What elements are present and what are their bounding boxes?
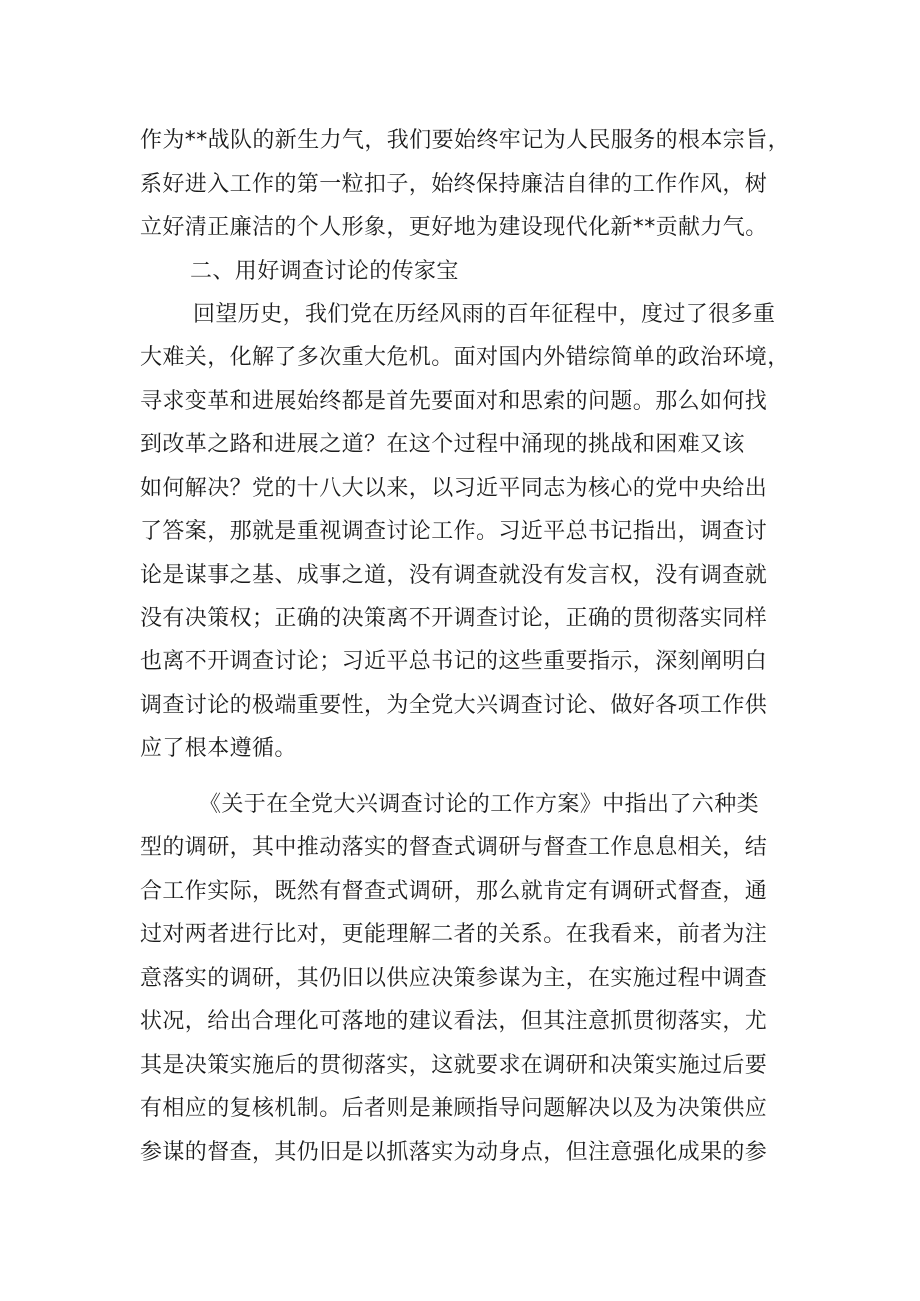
text-line: 型的调研，其中推动落实的督查式调研与督查工作息息相关，结 — [140, 835, 768, 860]
text-line: 了答案，那就是重视调查讨论工作。习近平总书记指出，调查讨 — [140, 519, 768, 544]
text-line: 回望历史，我们党在历经风雨的百年征程中，度过了很多重 — [193, 302, 776, 327]
text-line: 如何解决？党的十八大以来，以习近平同志为核心的党中央给出 — [140, 476, 768, 501]
text-line: 其是决策实施后的贯彻落实，这就要求在调研和决策实施过后要 — [140, 1053, 768, 1078]
text-line: 调查讨论的极端重要性，为全党大兴调查讨论、做好各项工作供 — [140, 693, 768, 718]
text-line: 大难关，化解了多次重大危机。面对国内外错综简单的政治环境， — [140, 345, 790, 370]
text-line: 也离不开调查讨论；习近平总书记的这些重要指示，深刻阐明白 — [140, 649, 768, 674]
text-line: 《关于在全党大兴调查讨论的工作方案》中指出了六种类 — [199, 792, 760, 817]
text-line: 意落实的调研，其仍旧以供应决策参谋为主，在实施过程中调查 — [140, 966, 768, 991]
text-line: 系好进入工作的第一粒扣子，始终保持廉洁自律的工作作风，树 — [140, 172, 768, 197]
text-line: 作为**战队的新生力气，我们要始终牢记为人民服务的根本宗旨， — [140, 128, 791, 153]
text-line: 合工作实际，既然有督查式调研，那么就肯定有调研式督查，通 — [140, 879, 768, 904]
text-line: 寻求变革和进展始终都是首先要面对和思索的问题。那么如何找 — [140, 389, 768, 414]
text-line: 过对两者进行比对，更能理解二者的关系。在我看来，前者为注 — [140, 922, 768, 947]
text-line: 有相应的复核机制。后者则是兼顾指导问题解决以及为决策供应 — [140, 1096, 768, 1121]
text-line: 状况，给出合理化可落地的建议看法，但其注意抓贯彻落实，尤 — [140, 1009, 768, 1034]
text-line: 参谋的督查，其仍旧是以抓落实为动身点，但注意强化成果的参 — [140, 1140, 768, 1165]
text-line: 没有决策权；正确的决策离不开调查讨论，正确的贯彻落实同样 — [140, 606, 768, 631]
text-line: 应了根本遵循。 — [140, 736, 297, 761]
section-heading: 二、用好调查讨论的传家宝 — [190, 259, 459, 284]
text-line: 到改革之路和进展之道？在这个过程中涌现的挑战和困难又该 — [140, 432, 745, 457]
text-line: 立好清正廉洁的个人形象，更好地为建设现代化新**贡献力气。 — [140, 215, 768, 240]
text-line: 论是谋事之基、成事之道，没有调查就没有发言权，没有调查就 — [140, 563, 768, 588]
